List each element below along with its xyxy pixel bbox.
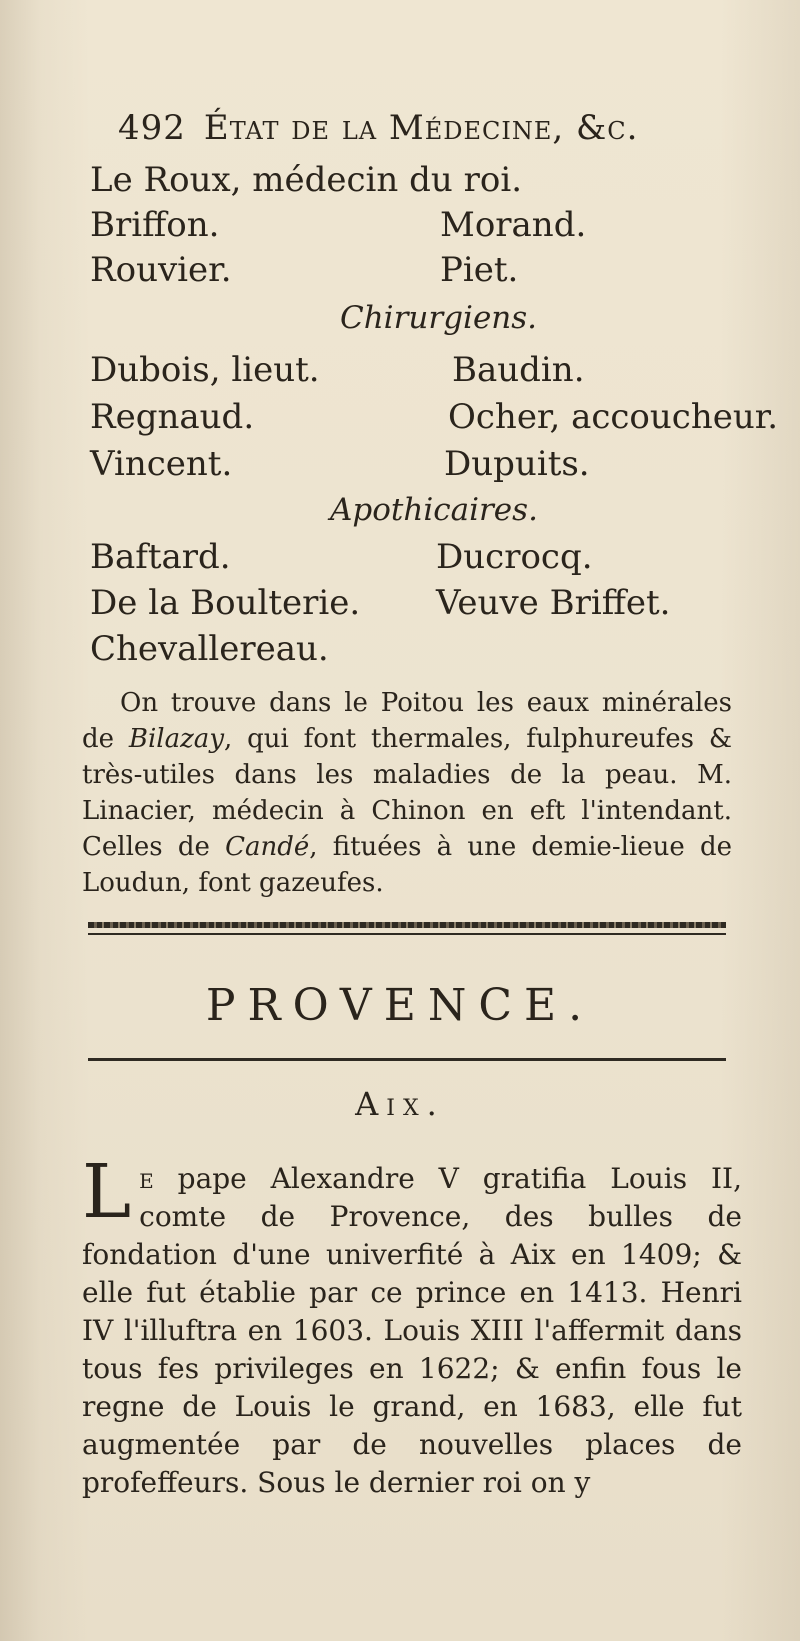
place-cande: Candé (225, 832, 310, 862)
surgeon-left-3: Vincent. (90, 444, 233, 484)
surgeons-heading: Chirurgiens. (340, 300, 538, 336)
surgeon-right-2: Ocher, accoucheur. (448, 397, 779, 437)
mineral-waters-paragraph (82, 685, 732, 901)
surgeon-right-1: Baudin. (452, 350, 585, 390)
apothecary-right-1: Ducrocq. (436, 537, 593, 577)
page-number: 492 (118, 108, 186, 148)
physician-left-2: Rouvier. (90, 250, 232, 290)
drop-cap: L (82, 1149, 132, 1235)
section-title-provence: PROVENCE. (205, 980, 595, 1031)
physician-left-1: Briffon. (90, 205, 220, 245)
physician-le-roux: Le Roux, médecin du roi. (90, 160, 523, 200)
aix-paragraph (82, 1149, 742, 1502)
apothecary-left-2: De la Boulterie. (90, 583, 361, 623)
waters-text-1: On trouve dans le Poitou les eaux minérales de (82, 688, 732, 754)
running-title: État de la Médecine, &c. (203, 108, 639, 148)
apothecary-last: Chevallereau. (90, 629, 329, 669)
surgeon-left-1: Dubois, lieut. (90, 350, 320, 390)
apothecary-left-1: Baftard. (90, 537, 231, 577)
apothecary-right-2: Veuve Briffet. (436, 583, 671, 623)
running-head (118, 108, 638, 148)
physician-right-1: Morand. (440, 205, 587, 245)
ornamental-rule-top-thin (88, 933, 726, 935)
apothecaries-heading: Apothicaires. (330, 492, 538, 528)
place-bilazay: Bilazay (128, 724, 225, 754)
surgeon-left-2: Regnaud. (90, 397, 255, 437)
ornamental-rule-top (88, 922, 726, 928)
aix-text: pape Alexandre V gratifia Louis II, comte de Provence, des bulles de fondation d'une univerfité à Aix en 1409; & elle fut établie par ce prince en 1413. Henri IV l'illuftra en 1603. Louis XIII l'affermit dans tous fes privileges en 1622; & enfin fous le regne de Louis le grand, en 1683, elle fut augmentée par de nouvelles places de profeffeurs. Sous le dernier roi on y (82, 1162, 742, 1499)
subsection-title-aix: Aix. (355, 1085, 445, 1123)
first-word-rest: e (139, 1162, 154, 1195)
surgeon-right-3: Dupuits. (444, 444, 590, 484)
rule-under-title (88, 1058, 726, 1061)
waters-text-3: , fituées à une demie-lieue de Loudun, font gazeufes. (82, 832, 733, 898)
waters-text-2: , qui font thermales, fulphureufes & très-utiles dans les maladies de la peau. M. Linacier, médecin à Chinon en eft l'intendant. Celles de (82, 724, 733, 862)
physician-right-2: Piet. (440, 250, 519, 290)
